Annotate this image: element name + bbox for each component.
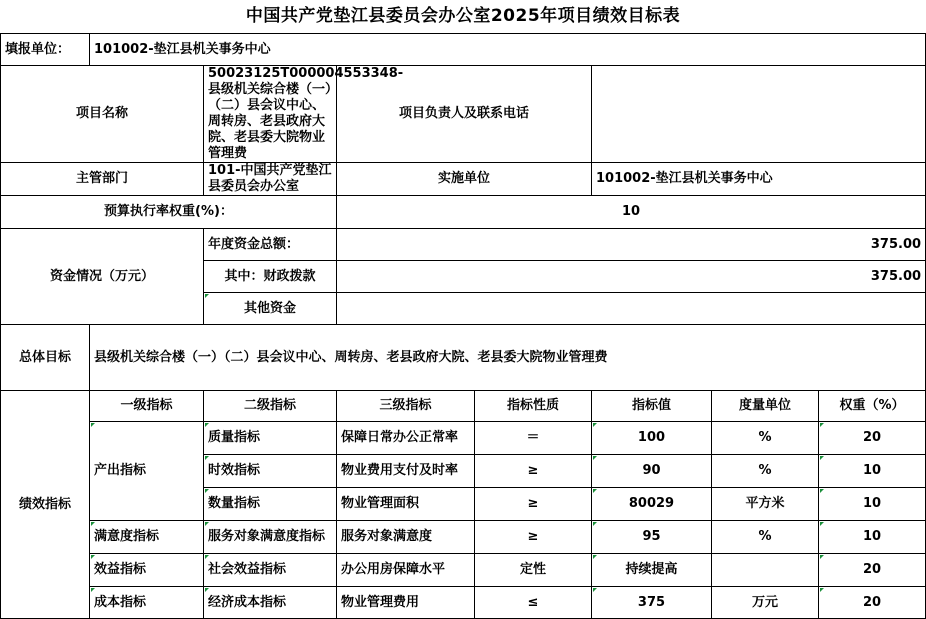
value-cell: 持续提高: [592, 554, 712, 587]
weight-cell: 20: [819, 554, 926, 587]
level3-cell: 服务对象满意度: [337, 521, 475, 554]
level3-cell: 物业管理面积: [337, 488, 475, 521]
nature-cell: ≤: [475, 587, 592, 619]
header-level2: 二级指标: [204, 391, 337, 422]
funds-total-value: 375.00: [337, 229, 926, 261]
nature-cell: ≥: [475, 488, 592, 521]
dept-label: 主管部门: [1, 163, 204, 196]
funds-total-label: 年度资金总额：: [204, 229, 337, 261]
funds-label: 资金情况（万元）: [1, 229, 204, 325]
level2-cell: 服务对象满意度指标: [204, 521, 337, 554]
level3-cell: 保障日常办公正常率: [337, 422, 475, 455]
level2-cell: 时效指标: [204, 455, 337, 488]
table-row: [1, 587, 926, 619]
funds-other-value: [337, 293, 926, 325]
funds-fiscal-value: 375.00: [337, 261, 926, 293]
level2-cell: 数量指标: [204, 488, 337, 521]
header-unit: 度量单位: [712, 391, 819, 422]
table-row: [1, 554, 926, 587]
goal-text: 县级机关综合楼（一）（二）县会议中心、周转房、老县政府大院、老县委大院物业管理费: [90, 325, 926, 391]
dept-value: 101-中国共产党垫江县委员会办公室: [204, 163, 337, 196]
contact-value: [592, 66, 926, 163]
unit-cell: 平方米: [712, 488, 819, 521]
unit-cell: [712, 554, 819, 587]
table-row: [1, 422, 926, 455]
table-row: [1, 521, 926, 554]
level3-cell: 物业管理费用: [337, 587, 475, 619]
level1-cell: 成本指标: [90, 587, 204, 619]
value-cell: 80029: [592, 488, 712, 521]
header-weight: 权重（%）: [819, 391, 926, 422]
goal-label: 总体目标: [1, 325, 90, 391]
indicators-label: 绩效指标: [1, 391, 90, 619]
contact-label: 项目负责人及联系电话: [337, 66, 592, 163]
weight-cell: 10: [819, 521, 926, 554]
unit-value: 101002-垫江县机关事务中心: [90, 34, 926, 66]
level1-cell: 产出指标: [90, 422, 204, 521]
value-cell: 375: [592, 587, 712, 619]
impl-label: 实施单位: [337, 163, 592, 196]
unit-cell: 万元: [712, 587, 819, 619]
project-name-value: 50023125T000004553348-县级机关综合楼（一）（二）县会议中心、周转房、老县政府大院、老县委大院物业管理费: [204, 66, 337, 163]
level3-cell: 办公用房保障水平: [337, 554, 475, 587]
level3-cell: 物业费用支付及时率: [337, 455, 475, 488]
performance-table: [0, 33, 926, 619]
level2-cell: 经济成本指标: [204, 587, 337, 619]
unit-label: 填报单位：: [1, 34, 90, 66]
project-name-label: 项目名称: [1, 66, 204, 163]
level2-cell: 质量指标: [204, 422, 337, 455]
page-title: 中国共产党垫江县委员会办公室2025年项目绩效目标表: [245, 6, 681, 26]
weight-cell: 20: [819, 587, 926, 619]
funds-fiscal-label: 其中：财政拨款: [204, 261, 337, 293]
unit-cell: %: [712, 422, 819, 455]
unit-cell: %: [712, 455, 819, 488]
header-level1: 一级指标: [90, 391, 204, 422]
nature-cell: ≥: [475, 521, 592, 554]
weight-label: 预算执行率权重(%)：: [1, 196, 337, 229]
nature-cell: 定性: [475, 554, 592, 587]
weight-value: 10: [337, 196, 926, 229]
impl-value: 101002-垫江县机关事务中心: [592, 163, 926, 196]
value-cell: 100: [592, 422, 712, 455]
level2-cell: 社会效益指标: [204, 554, 337, 587]
weight-cell: 10: [819, 455, 926, 488]
level1-cell: 满意度指标: [90, 521, 204, 554]
unit-cell: %: [712, 521, 819, 554]
nature-cell: ≥: [475, 455, 592, 488]
weight-cell: 20: [819, 422, 926, 455]
header-level3: 三级指标: [337, 391, 475, 422]
weight-cell: 10: [819, 488, 926, 521]
funds-other-label: 其他资金: [204, 293, 337, 325]
header-value: 指标值: [592, 391, 712, 422]
level1-cell: 效益指标: [90, 554, 204, 587]
value-cell: 95: [592, 521, 712, 554]
nature-cell: ＝: [475, 422, 592, 455]
header-nature: 指标性质: [475, 391, 592, 422]
value-cell: 90: [592, 455, 712, 488]
